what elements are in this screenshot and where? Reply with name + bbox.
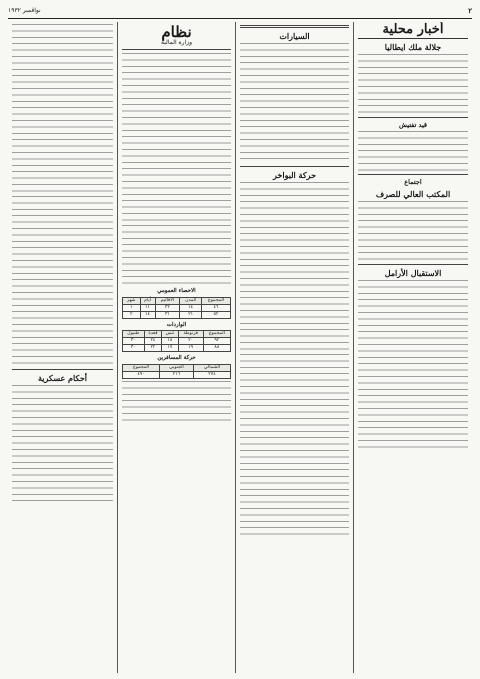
headline-inspection: قيد تفتيش <box>398 121 428 129</box>
article-body <box>12 196 113 366</box>
stats-table-3 <box>122 364 231 379</box>
table-header: المجموع <box>203 331 230 338</box>
table-cell: ١٧ <box>162 345 178 352</box>
table-row <box>123 338 231 345</box>
page-number: ٢ <box>468 6 472 15</box>
table-cell: ٣٢ <box>155 304 180 311</box>
divider <box>358 264 468 265</box>
stats-table-1 <box>122 297 231 319</box>
table-cell: ١٤ <box>180 304 202 311</box>
article-body <box>358 131 468 171</box>
table-cell: ٤٩٠ <box>123 371 160 378</box>
divider <box>12 369 113 370</box>
table-title: الواردات <box>166 321 187 328</box>
table-cell: ٢١ <box>180 311 202 318</box>
article-body <box>122 53 231 223</box>
column-local-news <box>354 22 472 673</box>
table-header: طنبول <box>123 331 145 338</box>
table-cell: ٨٨ <box>203 345 230 352</box>
divider <box>358 117 468 118</box>
table-cell: ٢١٦ <box>160 371 194 378</box>
article-body <box>358 201 468 261</box>
article-body <box>122 225 231 285</box>
table-cell: ٢٧٤ <box>194 371 231 378</box>
headline-widows: الاستقبال الأرامل <box>384 268 442 278</box>
table-cell: ٥٢ <box>201 311 230 318</box>
table-title: حركة المسافرين <box>157 355 196 362</box>
table-header: المدن <box>180 297 202 304</box>
table-row <box>123 345 231 352</box>
table-header: المجموع <box>123 364 160 371</box>
headline-military-rulings: أحكام عسكرية <box>37 373 88 383</box>
table-cell: ٣١ <box>155 311 180 318</box>
table-header: المجموع <box>201 297 230 304</box>
column-transport <box>236 22 354 673</box>
article-body <box>240 354 349 474</box>
divider <box>122 49 231 50</box>
table-row <box>123 371 231 378</box>
table-row <box>123 311 231 318</box>
article-body <box>240 476 349 536</box>
table-cell: ٣٠ <box>123 338 145 345</box>
article-body <box>240 43 349 163</box>
table-cell: ٢ <box>123 311 141 318</box>
article-body <box>358 54 468 114</box>
article-body <box>12 24 113 194</box>
table-cell: ٩٢ <box>203 338 230 345</box>
page-header-strip <box>8 4 472 19</box>
article-body <box>358 280 468 450</box>
subheadline-finance-ministry: وزارة المالية <box>160 39 193 46</box>
table-cell: ١٩ <box>178 345 203 352</box>
divider <box>240 25 349 28</box>
divider <box>240 166 349 167</box>
headline-cars: السيارات <box>279 31 310 41</box>
table-header: شهر <box>123 297 141 304</box>
article-body <box>240 182 349 352</box>
table-cell: ٢٤ <box>144 338 162 345</box>
headline-meeting: اجتماع <box>404 178 422 186</box>
issue-date: نواڤمبر ۱۹۳۲ <box>8 7 41 14</box>
columns <box>8 22 472 673</box>
headline-king-italy: جلالة ملك ايطاليا <box>384 42 442 52</box>
table-row <box>123 304 231 311</box>
article-body <box>122 381 231 421</box>
table-title: الاحصاء العمومي <box>157 288 196 295</box>
table-cell: ٢٠ <box>178 338 203 345</box>
headline-exchange-office: المكتب العالي للصرف <box>375 189 451 199</box>
table-header: قعدة <box>144 331 162 338</box>
table-cell: ١ <box>123 304 141 311</box>
table-cell: ٣٠ <box>123 345 145 352</box>
table-cell: ٢٢ <box>144 345 162 352</box>
table-header: قرنوطة <box>178 331 203 338</box>
stats-table-2 <box>122 330 231 352</box>
column-military <box>8 22 118 673</box>
table-header: تنس <box>162 331 178 338</box>
table-cell: ٤٦ <box>201 304 230 311</box>
table-header: أيام <box>140 297 155 304</box>
headline-ships: حركة البواخر <box>272 170 317 180</box>
table-header: الجنوبي <box>160 364 194 371</box>
table-cell: ١١ <box>140 304 155 311</box>
headline-system: نظام <box>161 23 192 41</box>
divider <box>358 174 468 175</box>
table-cell: ١٨ <box>162 338 178 345</box>
table-cell: ١٤ <box>140 311 155 318</box>
column-finance <box>118 22 236 673</box>
table-header: الشمالي <box>194 364 231 371</box>
section-masthead: أخبار محلية <box>358 22 468 39</box>
table-header: الاقاليم <box>155 297 180 304</box>
article-body <box>12 385 113 505</box>
